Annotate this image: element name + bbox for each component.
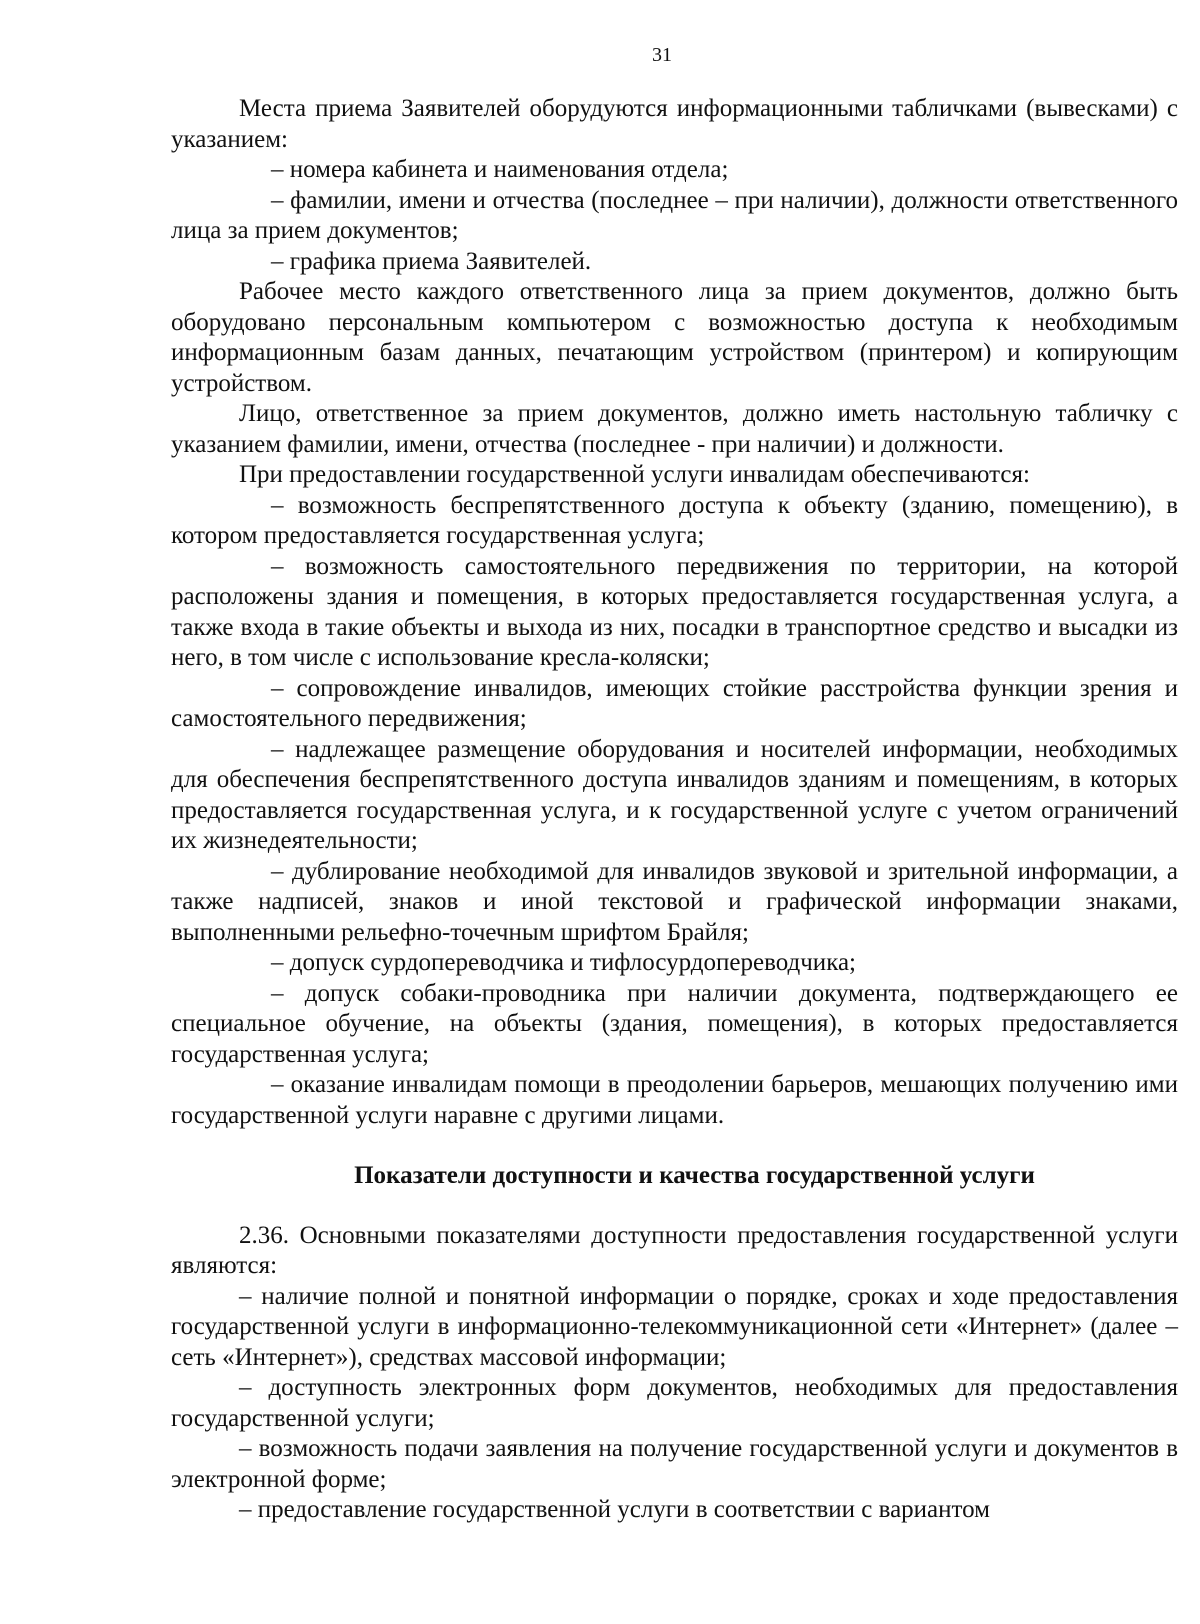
list-item: – допуск сурдопереводчика и тифлосурдопереводчика; — [271, 949, 856, 976]
list-item: – оказание инвалидам помощи в преодолении барьеров, мешающих получению ими государственной услуги наравне с другими лицами. — [171, 1071, 1178, 1129]
requirements-block — [171, 94, 1178, 1131]
list-item: – фамилии, имени и отчества (последнее – при наличии), должности ответственного лица за прием документов; — [171, 186, 1178, 244]
list-item: – графика приема Заявителей. — [271, 247, 592, 275]
list-item: – доступность электронных форм документов, необходимых для предоставления государственной услуги; — [171, 1374, 1178, 1432]
list-item: – возможность самостоятельного передвижения по территории, на которой расположены здания и помещения, в которых предоставляется государственная услуга, а также входа в такие объекты и выхода из них, посадки в транспортное средство и высадки из него, в том числе с использование кресла-коляски; — [171, 552, 1178, 671]
paragraph: Места приема Заявителей оборудуются информационными табличками (вывесками) с указанием: — [171, 95, 1178, 153]
list-item: – допуск собаки-проводника при наличии документа, подтверждающего ее специальное обучение, на объекты (здания, помещения), в которых предоставляется государственная услуга; — [171, 979, 1178, 1068]
section-heading: Показатели доступности и качества государственной услуги — [354, 1162, 1035, 1189]
list-item: – возможность беспрепятственного доступа к объекту (зданию, помещению), в котором предоставляется государственная услуга; — [171, 491, 1178, 549]
paragraph: Рабочее место каждого ответственного лица за прием документов, должно быть оборудовано персональным компьютером с возможностью доступа к необходимым информационным базам данных, печатающим устройством (принтером) и копирующим устройством. — [171, 278, 1178, 397]
list-item: – предоставление государственной услуги в соответствии с вариантом — [239, 1496, 990, 1523]
paragraph: 2.36. Основными показателями доступности предоставления государственной услуги являются: — [171, 1221, 1178, 1279]
list-item: – надлежащее размещение оборудования и носителей информации, необходимых для обеспечения беспрепятственного доступа инвалидов зданиям и помещениям, в которых предоставляется государственная услуга, и к государственной услуге с учетом ограничений их жизнедеятельности; — [171, 735, 1178, 854]
paragraph: Лицо, ответственное за прием документов, должно иметь настольную табличку с указанием фамилии, имени, отчества (последнее - при наличии) и должности. — [171, 400, 1178, 458]
paragraph: При предоставлении государственной услуги инвалидам обеспечиваются: — [239, 461, 1030, 488]
list-item: – сопровождение инвалидов, имеющих стойкие расстройства функции зрения и самостоятельного передвижения; — [171, 674, 1178, 732]
list-item: – дублирование необходимой для инвалидов звуковой и зрительной информации, а также надписей, знаков и иной текстовой и графической информации знаками, выполненными рельефно-точечным шрифтом Брайля; — [171, 857, 1178, 946]
accessibility-indicators-block — [171, 1221, 1178, 1526]
list-item: – номера кабинета и наименования отдела; — [271, 156, 729, 183]
list-item: – возможность подачи заявления на получение государственной услуги и документов в электронной форме; — [171, 1435, 1178, 1493]
page-number: 31 — [652, 44, 672, 66]
document-body — [171, 94, 1178, 1526]
list-item: – наличие полной и понятной информации о порядке, сроках и ходе предоставления государственной услуги в информационно-телекоммуникационной сети «Интернет» (далее – сеть «Интернет»), средствах массовой информации; — [171, 1282, 1178, 1371]
